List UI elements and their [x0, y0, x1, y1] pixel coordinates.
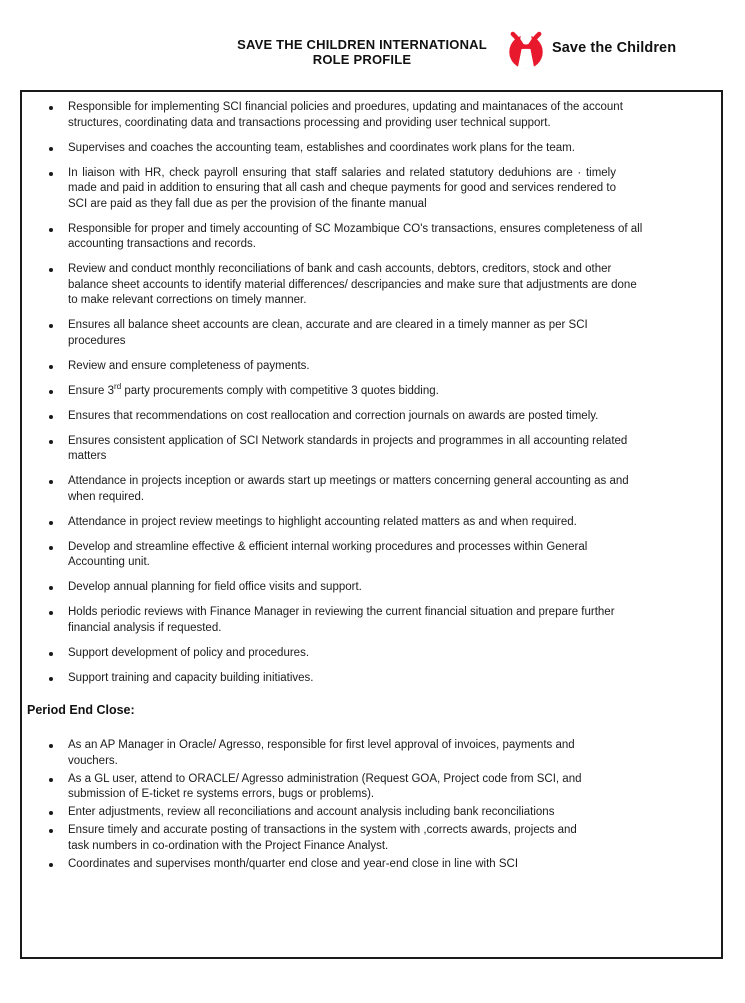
responsibility-item: Responsible for proper and timely accounting of SC Mozambique CO's transactions, ensures completeness of all accounting transactions and records.: [22, 222, 645, 253]
period-end-close-heading: Period End Close:: [27, 703, 135, 717]
document-title-line2: ROLE PROFILE: [312, 52, 412, 67]
responsibility-item: Ensures that recommendations on cost reallocation and correction journals on awards are posted timely.: [22, 409, 645, 425]
save-the-children-child-icon: [504, 26, 548, 70]
responsibility-item: Review and ensure completeness of payments.: [22, 359, 645, 375]
period-end-close-item: As a GL user, attend to ORACLE/ Agresso administration (Request GOA, Project code from SCI, and submission of E-ticket re systems errors, bugs or problems).: [22, 772, 630, 803]
document-title-line1: SAVE THE CHILDREN INTERNATIONAL: [237, 37, 487, 52]
responsibility-item: Ensures consistent application of SCI Network standards in projects and programmes in all accounting related matters: [22, 434, 645, 465]
responsibility-item: Support development of policy and procedures.: [22, 646, 645, 662]
item-text-after-sup: party procurements comply with competitive 3 quotes bidding.: [121, 384, 439, 397]
responsibility-item: In liaison with HR, check payroll ensuring that staff salaries and related statutory deduhions are · timely made and paid in addition to ensuring that all cash and cheque payments for good and services rendered to SCI are paid as they fall due as per the provision of the finante manual: [22, 166, 616, 213]
logo-wordmark: Save the Children: [552, 40, 677, 56]
responsibility-item: [22, 381, 645, 400]
responsibility-item: Responsible for implementing SCI financial policies and proedures, updating and maintanaces of the account structures, coordinating data and transactions processing and providing user technical support.: [22, 100, 645, 131]
period-end-close-item: Enter adjustments, review all reconciliations and account analysis including bank reconciliations: [22, 805, 582, 821]
responsibility-item: Review and conduct monthly reconciliations of bank and cash accounts, debtors, creditors, stock and other balance sheet accounts to identify material differences/ descripancies and make sure that adjustments are done to make relevant corrections on timely manner.: [22, 262, 645, 309]
responsibilities-list: [22, 100, 721, 686]
period-end-close-item: As an AP Manager in Oracle/ Agresso, responsible for first level approval of invoices, payments and vouchers.: [22, 738, 582, 769]
period-end-close-item: Coordinates and supervises month/quarter end close and year-end close in line with SCI: [22, 857, 630, 873]
responsibility-item: Supervises and coaches the accounting team, establishes and coordinates work plans for the team.: [22, 141, 645, 157]
save-the-children-logo: [504, 26, 676, 70]
period-end-close-list: [22, 738, 721, 872]
role-profile-content-box: [20, 90, 723, 959]
responsibility-item: Attendance in projects inception or awards start up meetings or matters concerning general accounting as and when required.: [22, 474, 645, 505]
responsibility-item: Support training and capacity building initiatives.: [22, 671, 645, 687]
period-end-close-item: Ensure timely and accurate posting of transactions in the system with ,corrects awards, projects and task numbers in co-ordination with the Project Finance Analyst.: [22, 823, 582, 854]
responsibility-item: Attendance in project review meetings to highlight accounting related matters as and when required.: [22, 515, 645, 531]
document-title: [172, 37, 552, 67]
responsibility-item: Develop and streamline effective & efficient internal working procedures and processes within General Accounting unit.: [22, 540, 645, 571]
responsibility-item: Develop annual planning for field office visits and support.: [22, 580, 645, 596]
responsibility-item: Holds periodic reviews with Finance Manager in reviewing the current financial situation and prepare further financial analysis if requested.: [22, 605, 645, 636]
responsibility-item: Ensures all balance sheet accounts are clean, accurate and are cleared in a timely manner as per SCI procedures: [22, 318, 645, 349]
ordinal-suffix: rd: [114, 381, 122, 391]
item-text-before-sup: Ensure 3: [68, 384, 115, 397]
